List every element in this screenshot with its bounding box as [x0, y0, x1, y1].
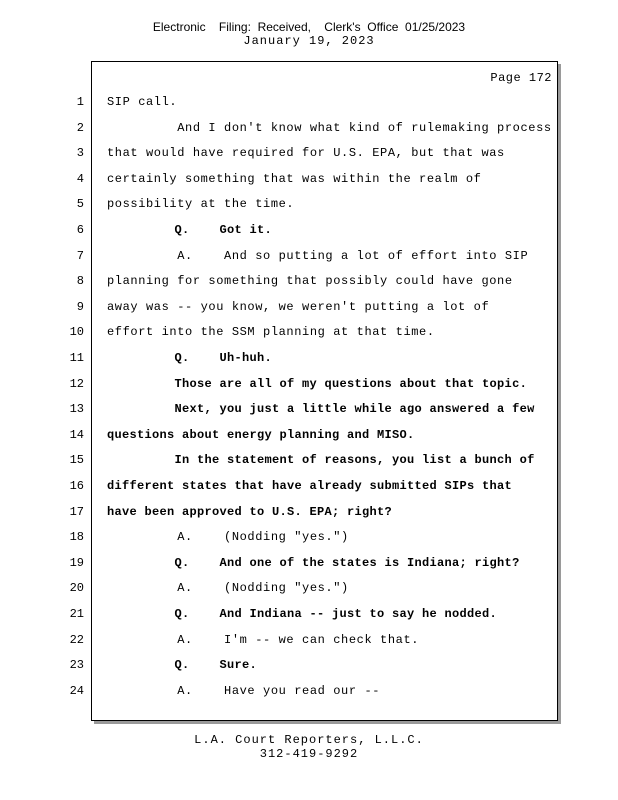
transcript-line: A. (Nodding "yes.") — [107, 530, 349, 545]
transcript-line: A. I'm -- we can check that. — [107, 632, 420, 647]
transcript-line: planning for something that possibly could have gone — [107, 274, 513, 289]
line-number: 5 — [76, 197, 84, 212]
transcript-line: possibility at the time. — [107, 197, 295, 212]
transcript-line: And I don't know what kind of rulemaking process — [107, 120, 552, 135]
filing-header — [0, 20, 618, 48]
transcript-line: effort into the SSM planning at that time. — [107, 325, 435, 340]
transcript-line: Q. Sure. — [107, 658, 258, 673]
line-number: 6 — [76, 223, 84, 237]
transcript-line: that would have required for U.S. EPA, but that was — [107, 146, 505, 161]
transcript-line: questions about energy planning and MISO. — [107, 427, 415, 442]
transcript-line: certainly something that was within the realm of — [107, 171, 482, 186]
line-number: 14 — [69, 427, 84, 442]
line-number: 15 — [69, 453, 84, 468]
line-number: 1 — [76, 95, 84, 109]
transcript-line: Q. Got it. — [107, 223, 273, 237]
transcript-line: SIP call. — [107, 95, 178, 109]
transcript-line: have been approved to U.S. EPA; right? — [107, 504, 393, 519]
transcript-date: January 19, 2023 — [243, 34, 375, 48]
transcript-line: A. Have you read our -- — [107, 683, 381, 698]
transcript-line: away was -- you know, we weren't putting a lot of — [107, 299, 490, 314]
transcript-line: Q. And Indiana -- just to say he nodded. — [107, 607, 498, 621]
page-number: Page 172 — [490, 71, 552, 85]
transcript-line: Q. And one of the states is Indiana; right? — [107, 555, 520, 570]
line-number: 19 — [69, 555, 84, 570]
line-number: 3 — [76, 146, 84, 161]
transcript-line: In the statement of reasons, you list a bunch of — [107, 453, 535, 468]
line-number: 12 — [69, 376, 84, 391]
line-number: 10 — [69, 325, 84, 340]
line-number: 20 — [69, 581, 84, 596]
transcript-line: different states that have already submitted SIPs that — [107, 479, 513, 493]
line-number: 8 — [76, 274, 84, 289]
filing-stamp: Electronic Filing: Received, Clerk's Office 01/25/2023 — [152, 20, 466, 34]
transcript-line: Q. Uh-huh. — [107, 351, 273, 365]
line-number: 9 — [76, 299, 84, 314]
transcript-line: A. (Nodding "yes.") — [107, 581, 349, 596]
line-number: 13 — [69, 402, 84, 417]
reporter-company: L.A. Court Reporters, L.L.C. — [194, 733, 424, 747]
line-number: 16 — [69, 479, 84, 493]
transcript-line: Next, you just a little while ago answered a few — [107, 402, 535, 417]
line-number: 7 — [76, 248, 84, 263]
transcript-line: A. And so putting a lot of effort into SIP — [107, 248, 529, 263]
line-number: 17 — [69, 504, 84, 519]
reporter-footer — [0, 733, 618, 761]
line-number: 24 — [69, 683, 84, 698]
line-number: 11 — [69, 351, 84, 365]
line-number: 21 — [69, 607, 84, 621]
line-number: 4 — [76, 171, 84, 186]
line-number: 23 — [69, 658, 84, 673]
transcript-line: Those are all of my questions about that topic. — [107, 376, 528, 391]
line-number: 2 — [76, 120, 84, 135]
line-number: 22 — [69, 632, 84, 647]
reporter-phone: 312-419-9292 — [259, 747, 359, 761]
line-number: 18 — [69, 530, 84, 545]
